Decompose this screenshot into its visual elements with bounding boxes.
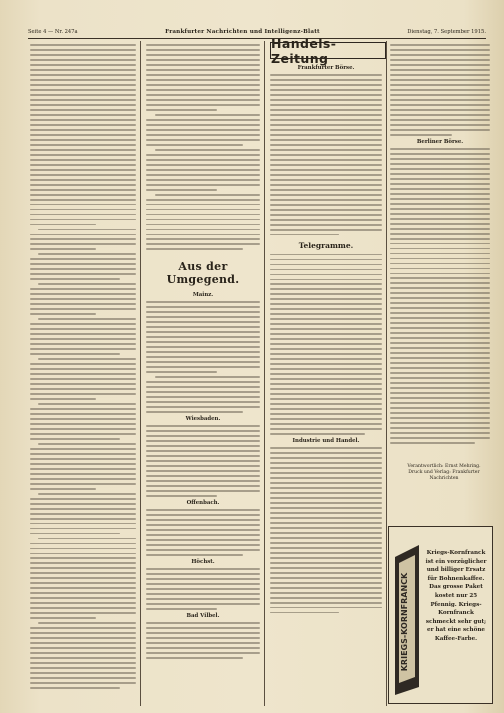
header-masthead: Frankfurter Nachrichten und Intelligenz-Blatt — [165, 29, 320, 35]
subhead-bad-vilbel: Bad Vilbel. — [186, 612, 220, 619]
header-page-number: Seite 4 — Nr. 247a — [28, 29, 78, 35]
advertisement-text: Kriegs-Kornfranck ist ein vorzüglicher und billiger Ersatz für Bohnenkaffee. Das grosse Paket kostet nur 25 Pfennig. Kriegs-Kornfranck schmeckt sehr gut; er hat eine schöne Kaffee-Farbe. — [425, 550, 487, 642]
column-1-text — [30, 41, 136, 692]
column-rule-3 — [386, 41, 387, 706]
column-rule-1 — [140, 41, 141, 706]
column-2-text-top — [146, 44, 260, 250]
section-title-umgegend: Aus der Umgegend. — [166, 260, 240, 287]
subhead-wiesbaden: Wiesbaden. — [185, 416, 221, 423]
column-2 — [146, 41, 260, 662]
subhead-hoechst: Höchst. — [191, 558, 215, 565]
subhead-berliner-boerse: Berliner Börse. — [416, 138, 464, 145]
page-header — [28, 26, 486, 39]
imprint-notice: Verantwortlich: Ernst Mehring. Druck und Verlag: Frankfurter Nachrichten — [407, 464, 481, 481]
header-date: Dienstag, 7. September 1915. — [407, 29, 486, 35]
subhead-telegramme: Telegramme. — [298, 241, 354, 251]
subhead-mainz: Mainz. — [192, 292, 214, 299]
subhead-offenbach: Offenbach. — [186, 499, 220, 506]
column-rule-2 — [264, 41, 265, 706]
subhead-industrie-handel: Industrie und Handel. — [292, 438, 360, 444]
advertisement-box — [388, 526, 493, 704]
column-3 — [270, 62, 382, 617]
svg-text:KRIEGS-KORNFRANCK: KRIEGS-KORNFRANCK — [400, 572, 409, 672]
subhead-frankfurter-boerse: Frankfurter Börse. — [297, 65, 355, 71]
column-4 — [390, 41, 490, 459]
section-title-handels-zeitung: Handels-Zeitung — [270, 42, 386, 59]
